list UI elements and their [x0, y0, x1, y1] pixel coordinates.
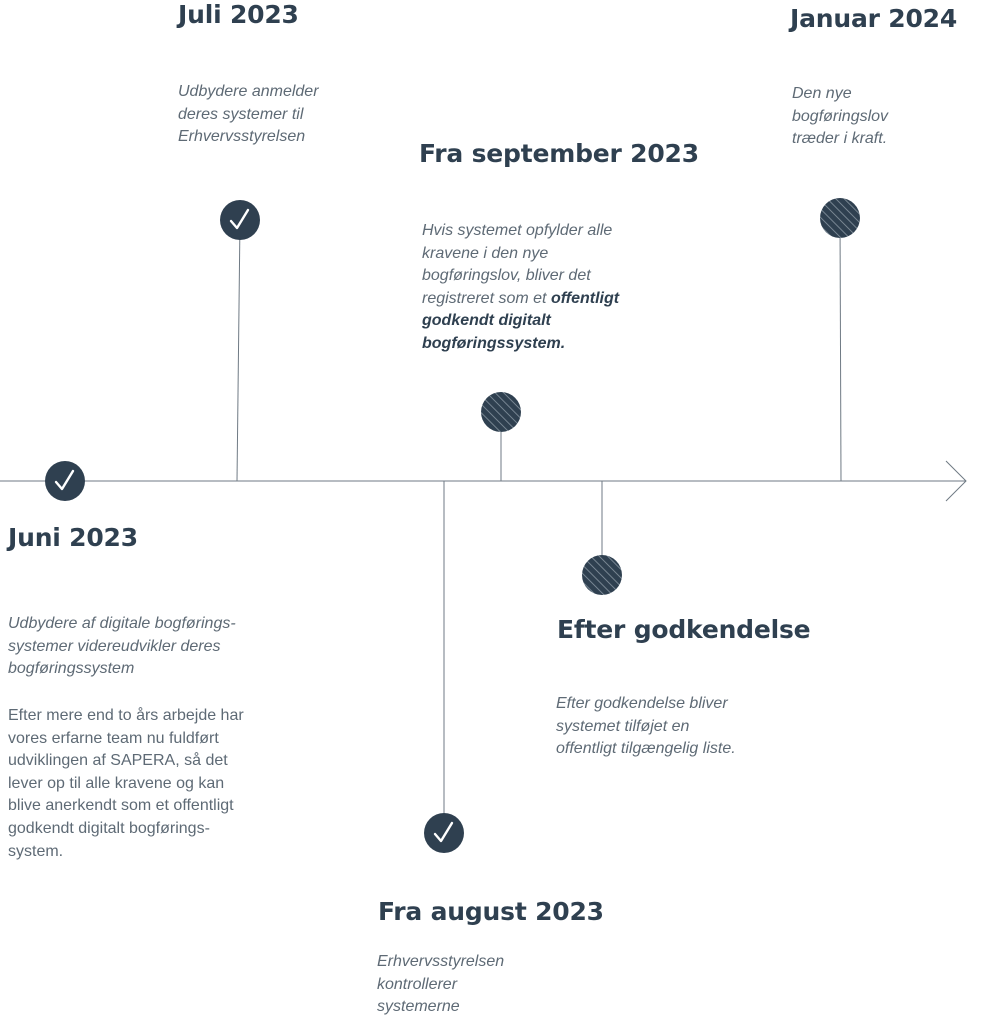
milestone-title-juli: Juli 2023 [178, 0, 299, 29]
connector-januar [840, 218, 841, 481]
milestone-node-januar [820, 198, 860, 238]
milestone-node-efter [582, 555, 622, 595]
milestone-desc-august: Erhvervsstyrelsen kontrollerer systemerne [377, 953, 505, 1016]
milestone-title-august: Fra august 2023 [378, 897, 604, 926]
milestone-desc-september: Hvis systemet opfylder alle kravene i den nye bogføringslov, bliver det registreret som et offentligt godkendt digitalt bogføringssystem. [422, 222, 620, 352]
milestone-node-juli [220, 200, 260, 240]
milestone-node-september [481, 392, 521, 432]
connector-juli [237, 220, 240, 481]
hatched-circle-icon [481, 392, 521, 432]
milestone-node-august [424, 813, 464, 853]
milestone-body-juni: Efter mere end to års arbejde har vores erfarne team nu fuldført udviklingen af SAPERA, så det lever op til alle kravene og kan blive anerkendt som et offentligt godkendt digitalt bogførings- system. [8, 707, 244, 860]
milestone-title-efter: Efter godkendelse [557, 615, 811, 644]
hatched-circle-icon [820, 198, 860, 238]
milestone-title-januar: Januar 2024 [790, 4, 958, 33]
milestone-desc-juli: Udbydere anmelder deres systemer til Erhvervsstyrelsen [178, 83, 319, 146]
milestone-title-september: Fra september 2023 [419, 139, 699, 168]
milestone-desc-juni: Udbydere af digitale bogførings- systemer videreudvikler deres bogføringssystem [8, 615, 236, 678]
milestone-node-juni [45, 461, 85, 501]
milestone-title-juni: Juni 2023 [8, 523, 138, 552]
hatched-circle-icon [582, 555, 622, 595]
milestone-desc-efter: Efter godkendelse bliver systemet tilføjet en offentligt tilgængelig liste. [556, 695, 736, 758]
milestone-desc-januar: Den nye bogføringslov træder i kraft. [792, 85, 889, 148]
